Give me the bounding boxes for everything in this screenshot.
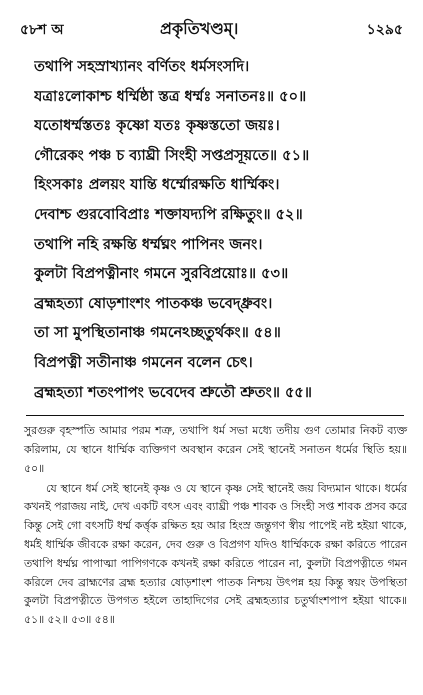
verse-line: তথাপি সহস্রাখ্যানং বর্ণিতং ধর্মসংসদি। <box>34 58 250 75</box>
chapter-label: ৫৮শ অ <box>20 22 64 38</box>
bengali-commentary <box>20 422 407 630</box>
commentary-paragraph: সুরগুরু বৃহস্পতি আমার পরম শত্রু, তথাপি ধর্ম সভা মধ্যে তদীয় গুণ তোমার নিকট ব্যক্ত করিলাম, যে স্থানে ধার্ম্মিক ব্যক্তিগণ অবস্থান করেন সেই স্থানেই সনাতন ধর্মের স্থিতি হয়॥ ৫০॥ <box>24 424 407 475</box>
verse-line: তথাপি নহি রক্ষন্তি ধর্ম্মঘ্নং পাপিনং জনং। <box>34 235 263 253</box>
verse-line: যতোধর্ম্মস্ততঃ কৃষ্ণো যতঃ কৃষ্ণস্ততো জয়ঃ। <box>34 117 280 135</box>
section-divider <box>26 415 404 416</box>
running-title: প্রকৃতিখণ্ডম্। <box>160 19 239 38</box>
verse-line: কুলটা বিপ্রপত্নীনাং গমনে সুরবিপ্রয়োঃ॥ ৫৩॥ <box>34 265 289 283</box>
verse-line: তা সা মুপস্থিতানাঞ্চ গমনেঽচ্ছতুর্থকং॥ ৫৪॥ <box>34 324 281 342</box>
verse-line: দেবাশ্চ গুরবোবিপ্রাঃ শক্তাযদ্যপি রক্ষিতুং॥ ৫২॥ <box>34 205 303 223</box>
verse-line: যত্রাঃলোকাশ্চ ধর্ম্মিষ্ঠা স্তত্র ধর্ম্মঃ সনাতনঃ॥ ৫০॥ <box>34 87 307 105</box>
commentary-paragraph: যে স্থানে ধর্ম সেই স্থানেই কৃষ্ণ ও যে স্থানে কৃষ্ণ সেই স্থানেই জয় বিদ্যমান থাকে। ধর্মের কখনই পরাজয় নাই, দেখ একটি বৎস এবং ব্যাঘ্রী পঞ্চ শাবক ও সিংহী সপ্ত শাবক প্রসব করে কিন্তু সেই গো বৎসটি ধর্ম্ম কর্ত্তৃক রক্ষিত হয় আর হিংস্র জন্তুগণ স্বীয় পাপেই নষ্ট হইয়া থাকে, ধর্মই ধার্ম্মিক জীবকে রক্ষা করেন, দেব গুরু ও বিপ্রগণ যদিও ধার্ম্মিককে রক্ষা করিতে পারেন তথাপি ধর্ম্মঘ্ন পাপাত্মা পাপিগণকে কখনই রক্ষা করিতে পারেন না, কুলটা বিপ্রপত্নীতে গমন করিলে দেব ব্রাহ্মণের ব্রহ্ম হত্যার ষোড়শাংশ পাতক নিশ্চয় উৎপন্ন হয় কিন্তু স্বয়ং উপস্থিতা কুলটা বিপ্রপত্নীতে উপগত হইলে তাহাদিগের সেই ব্রহ্মহত্যার চতুর্থাংশপাপ হইয়া থাকে॥ ৫১॥ ৫২॥ ৫৩॥ ৫৪॥ <box>24 481 407 627</box>
verse-line: ব্রহ্মহত্যা শতংপাপং ভবেদেব শ্রুতৌ শ্রুতং॥ ৫৫॥ <box>34 383 312 401</box>
sanskrit-verses <box>20 52 407 407</box>
page-number: ১২৯৫ <box>366 22 403 38</box>
verse-line: গৌরেকং পঞ্চ চ ব্যাঘ্রী সিংহী সপ্তপ্রসূয়তে॥ ৫১॥ <box>34 146 310 164</box>
page-header <box>20 14 407 42</box>
verse-line: হিংসকাঃ প্রলয়ং যান্তি ধর্ম্মোরক্ষতি ধার্ম্মিকং। <box>34 176 280 194</box>
verse-line: বিপ্রপত্নী সতীনাঞ্চ গমনেন বলেন চেৎ। <box>34 353 253 371</box>
verse-line: ব্রহ্মহত্যা ষোড়শাংশং পাতকঞ্চ ভবেদ্ধ্রুবং। <box>34 294 273 312</box>
